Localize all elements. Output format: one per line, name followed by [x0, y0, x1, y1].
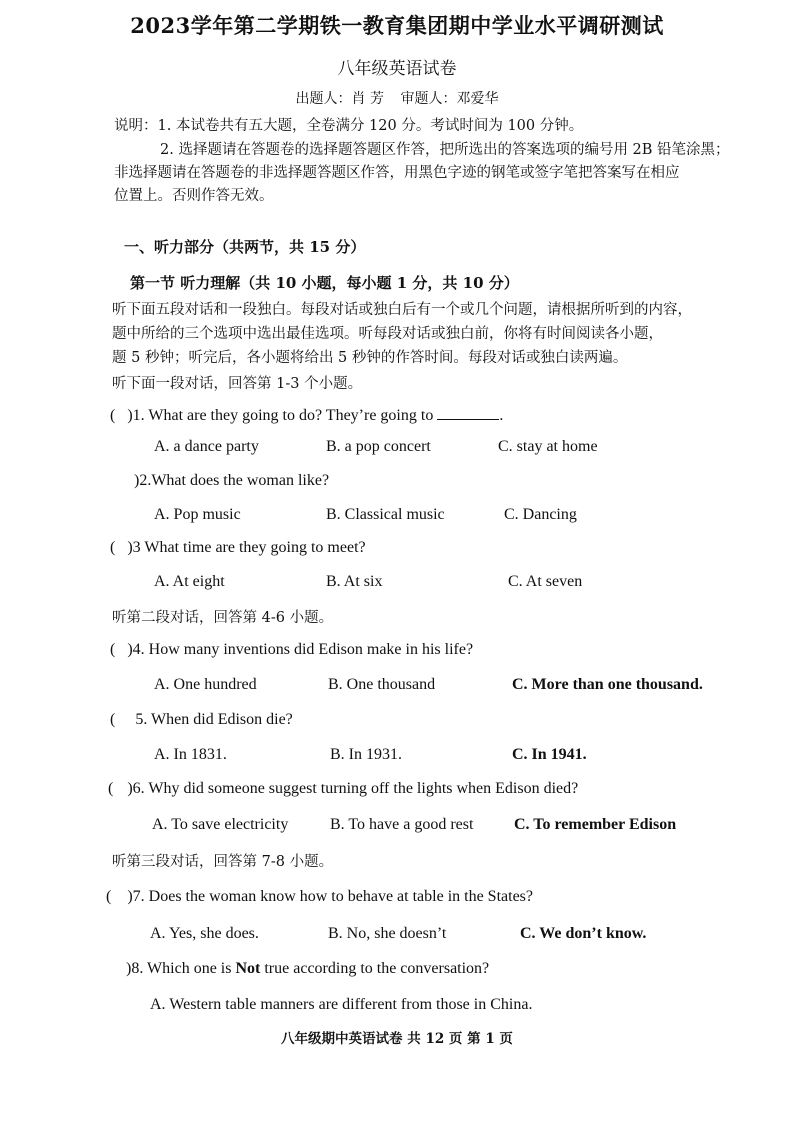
question-1: ( )1. What are they going to do? They’re going to . — [110, 407, 504, 424]
answer-paren: ( — [110, 539, 116, 556]
answer-paren: ( — [108, 780, 114, 797]
question-4: ( )4. How many inventions did Edison make in his life? — [110, 641, 474, 658]
answer-blank — [437, 405, 499, 420]
q2-option-c: C. Dancing — [504, 506, 577, 523]
answer-paren: ( — [110, 407, 116, 424]
q2-option-b: B. Classical music — [326, 506, 445, 523]
answer-paren: ( — [106, 888, 112, 905]
section-heading: 一、听力部分（共两节，共 15 分） — [124, 238, 366, 256]
answer-paren: ( — [110, 711, 116, 728]
q2-option-a: A. Pop music — [154, 506, 241, 523]
q7-option-b: B. No, she doesn’t — [328, 925, 447, 942]
q3-option-a: A. At eight — [154, 573, 225, 590]
question-3: ( )3 What time are they going to meet? — [110, 539, 366, 556]
q3-option-b: B. At six — [326, 573, 383, 590]
question-2: )2.What does the woman like? — [134, 472, 330, 489]
q5-option-b: B. In 1931. — [330, 746, 402, 763]
q5-option-c: C. In 1941. — [512, 746, 587, 763]
q1-option-a: A. a dance party — [154, 438, 259, 455]
setter: 出题人：肖 芳 — [295, 91, 384, 107]
question-8: )8. Which one is Not true according to the conversation? — [126, 960, 490, 977]
reviewer: 审题人：邓爱华 — [400, 91, 499, 107]
intro-line-3: 题 5 秒钟；听完后，各小题将给出 5 秒钟的作答时间。每段对话或独白读两遍。 — [112, 350, 628, 366]
q1-option-c: C. stay at home — [498, 438, 598, 455]
intro-line-1: 听下面五段对话和一段独白。每段对话或独白后有一个或几个问题，请根据所听到的内容， — [112, 302, 692, 318]
q4-option-b: B. One thousand — [328, 676, 436, 693]
note-line-3: 非选择题请在答题卷的非选择题答题区作答，用黑色字迹的钢笔或签字笔把答案写在相应 — [114, 165, 680, 181]
exam-authors — [0, 88, 794, 108]
question-7: ( )7. Does the woman know how to behave at table in the States? — [106, 888, 533, 905]
q4-option-c: C. More than one thousand. — [512, 676, 703, 693]
q5-option-a: A. In 1831. — [154, 746, 227, 763]
dialog-2-instruction: 听第二段对话，回答第 4-6 小题。 — [112, 610, 334, 626]
dialog-1-instruction: 听下面一段对话，回答第 1-3 个小题。 — [112, 376, 363, 392]
exam-title: 2023学年第二学期铁一教育集团期中学业水平调研测试 — [130, 13, 664, 38]
q6-option-c: C. To remember Edison — [514, 816, 677, 833]
q7-option-c: C. We don’t know. — [520, 925, 647, 942]
page-footer: 八年级期中英语试卷 共 12 页 第 1 页 — [281, 1031, 513, 1047]
q8-option-a: A. Western table manners are different from those in China. — [150, 996, 533, 1013]
dialog-3-instruction: 听第三段对话，回答第 7-8 小题。 — [112, 854, 334, 870]
intro-line-2: 题中所给的三个选项中选出最佳选项。听每段对话或独白前，你将有时间阅读各小题， — [112, 326, 663, 342]
question-5: ( 5. When did Edison die? — [110, 711, 293, 728]
answer-paren: ( — [110, 641, 116, 658]
emphasis-not: Not — [235, 960, 261, 977]
note-line-4: 位置上。否则作答无效。 — [114, 188, 274, 204]
note-line-2: 2. 选择题请在答题卷的选择题答题区作答，把所选出的答案选项的编号用 2B 铅笔涂黑； — [160, 142, 730, 158]
question-6: ( )6. Why did someone suggest turning off the lights when Edison died? — [108, 780, 579, 797]
q6-option-a: A. To save electricity — [152, 816, 289, 833]
note-line-1: 说明：1. 本试卷共有五大题，全卷满分 120 分。考试时间为 100 分钟。 — [114, 118, 584, 134]
q4-option-a: A. One hundred — [154, 676, 257, 693]
part-heading: 第一节 听力理解（共 10 小题，每小题 1 分，共 10 分） — [130, 274, 519, 292]
q3-option-c: C. At seven — [508, 573, 583, 590]
q7-option-a: A. Yes, she does. — [150, 925, 259, 942]
q1-option-b: B. a pop concert — [326, 438, 431, 455]
exam-subtitle: 八年级英语试卷 — [337, 59, 457, 79]
q6-option-b: B. To have a good rest — [330, 816, 474, 833]
